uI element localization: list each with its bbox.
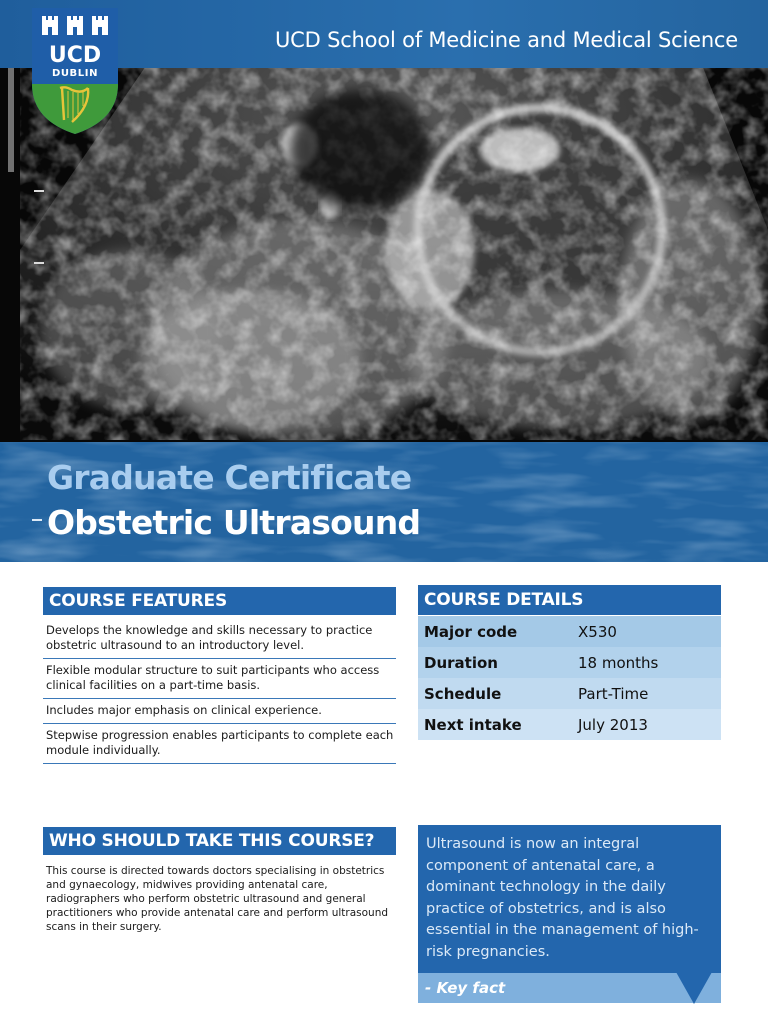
table-row	[418, 647, 721, 678]
ruler-tick	[34, 262, 44, 264]
key-fact-text: Ultrasound is now an integral component of antenatal care, a dominant technology in the daily practice of obstetrics, and is also essential in the management of high-risk pregnancies.	[426, 836, 699, 960]
course-details-heading: COURSE DETAILS	[418, 585, 721, 615]
school-name: UCD School of Medicine and Medical Science	[275, 28, 738, 52]
course-features-heading: COURSE FEATURES	[43, 587, 396, 615]
detail-value: 18 months	[572, 647, 721, 678]
logo-dublin-text: DUBLIN	[51, 68, 99, 79]
course-details-table	[418, 616, 721, 740]
table-row	[418, 616, 721, 647]
logo-ucd-text: UCD	[48, 43, 102, 68]
list-item: Flexible modular structure to suit participants who access clinical facilities on a part-time basis.	[43, 659, 396, 699]
who-heading: WHO SHOULD TAKE THIS COURSE?	[43, 827, 396, 855]
who-text: This course is directed towards doctors specialising in obstetrics and gynaecology, midwives providing antenatal care, radiographers who perform obstetric ultrasound and general practitioners who provide antenatal care and perform ultrasound scans in their surgery.	[46, 865, 389, 933]
title-line-1: Graduate Certificate	[47, 458, 412, 497]
list-item: Stepwise progression enables participants to complete each module individually.	[43, 724, 396, 764]
list-item: Includes major emphasis on clinical experience.	[43, 699, 396, 724]
detail-value: X530	[572, 616, 721, 647]
list-item: Develops the knowledge and skills necessary to practice obstetric ultrasound to an introductory level.	[43, 619, 396, 659]
detail-label: Duration	[418, 647, 572, 678]
ruler-tick	[34, 190, 44, 192]
detail-value: Part-Time	[572, 678, 721, 709]
table-row	[418, 678, 721, 709]
title-line-2: Obstetric Ultrasound	[47, 503, 421, 542]
title-dash	[32, 519, 42, 521]
detail-label: Schedule	[418, 678, 572, 709]
detail-label: Next intake	[418, 709, 572, 740]
key-fact-attribution: - Key fact	[425, 979, 506, 997]
ucd-logo	[32, 8, 118, 134]
speech-notch-icon	[676, 972, 712, 1004]
detail-label: Major code	[418, 616, 572, 647]
table-row	[418, 709, 721, 740]
course-features-list	[43, 619, 396, 764]
detail-value: July 2013	[572, 709, 721, 740]
